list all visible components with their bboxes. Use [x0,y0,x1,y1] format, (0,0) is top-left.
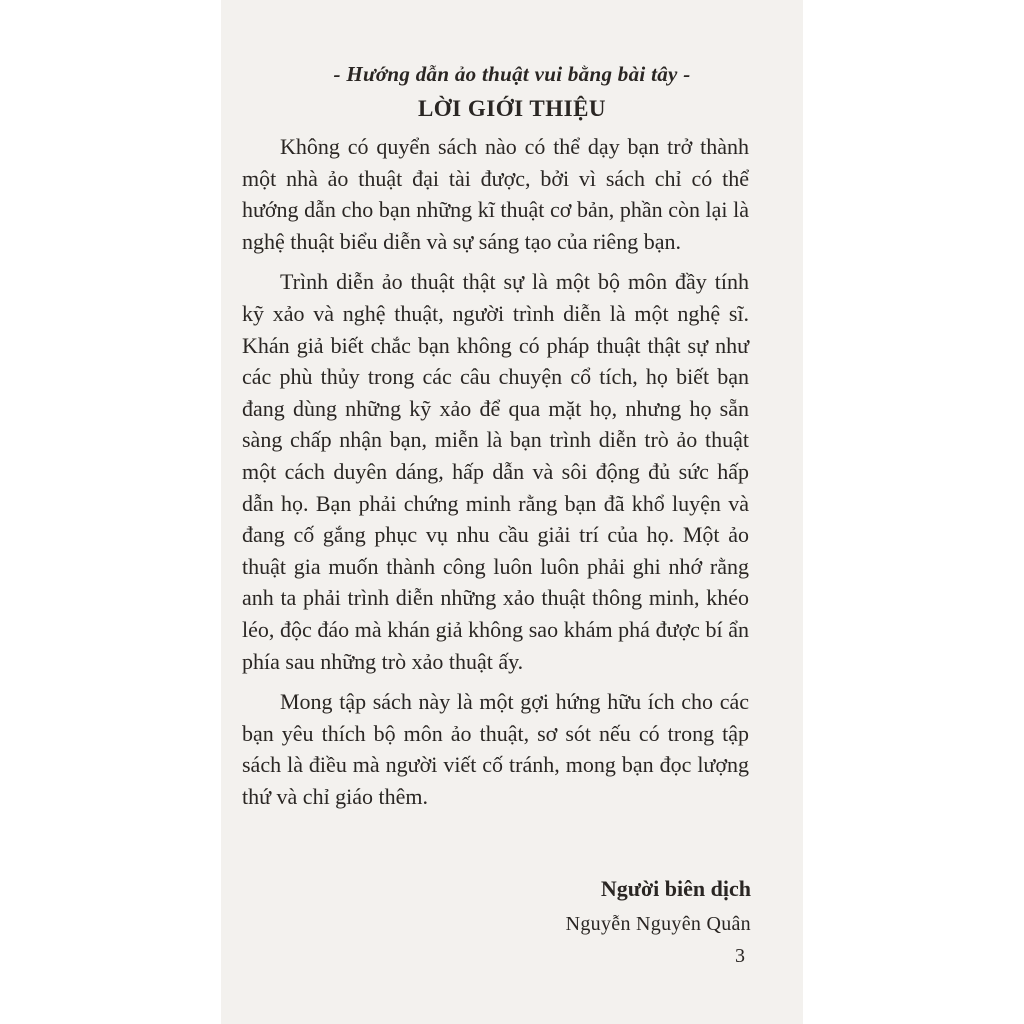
running-header: - Hướng dẫn ảo thuật vui bằng bài tây - [333,62,691,86]
translator-name: Nguyễn Nguyên Quân [565,913,751,935]
book-page [221,0,803,1024]
translator-label: Người biên dịch [600,876,751,901]
page-number: 3 [735,945,745,967]
page-title: LỜI GIỚI THIỆU [417,96,607,121]
paragraph: Không có quyển sách nào có thể dạy bạn trở thành một nhà ảo thuật đại tài được, bởi vì sách chỉ có thể hướng dẫn cho bạn những kĩ thuật cơ bản, phần còn lại là nghệ thuật biểu diễn và sự sáng tạo của riêng bạn. [242,134,749,254]
paragraph: Mong tập sách này là một gợi hứng hữu ích cho các bạn yêu thích bộ môn ảo thuật, sơ sót nếu có trong tập sách là điều mà người viết cố tránh, mong bạn đọc lượng thứ và chỉ giáo thêm. [242,689,749,809]
body-text [242,131,749,821]
paragraph: Trình diễn ảo thuật thật sự là một bộ môn đầy tính kỹ xảo và nghệ thuật, người trình diễn là một nghệ sĩ. Khán giả biết chắc bạn không có pháp thuật thật sự như các phù thủy trong các câu chuyện cổ tích, họ biết bạn đang dùng những kỹ xảo để qua mặt họ, nhưng họ sẵn sàng chấp nhận bạn, miễn là bạn trình diễn trò ảo thuật một cách duyên dáng, hấp dẫn và sôi động đủ sức hấp dẫn họ. Bạn phải chứng minh rằng bạn đã khổ luyện và đang cố gắng phục vụ nhu cầu giải trí của họ. Một ảo thuật gia muốn thành công luôn luôn phải ghi nhớ rằng anh ta phải trình diễn những xảo thuật thông minh, khéo léo, độc đáo mà khán giả không sao khám phá được bí ẩn phía sau những trò xảo thuật ấy. [242,269,749,674]
